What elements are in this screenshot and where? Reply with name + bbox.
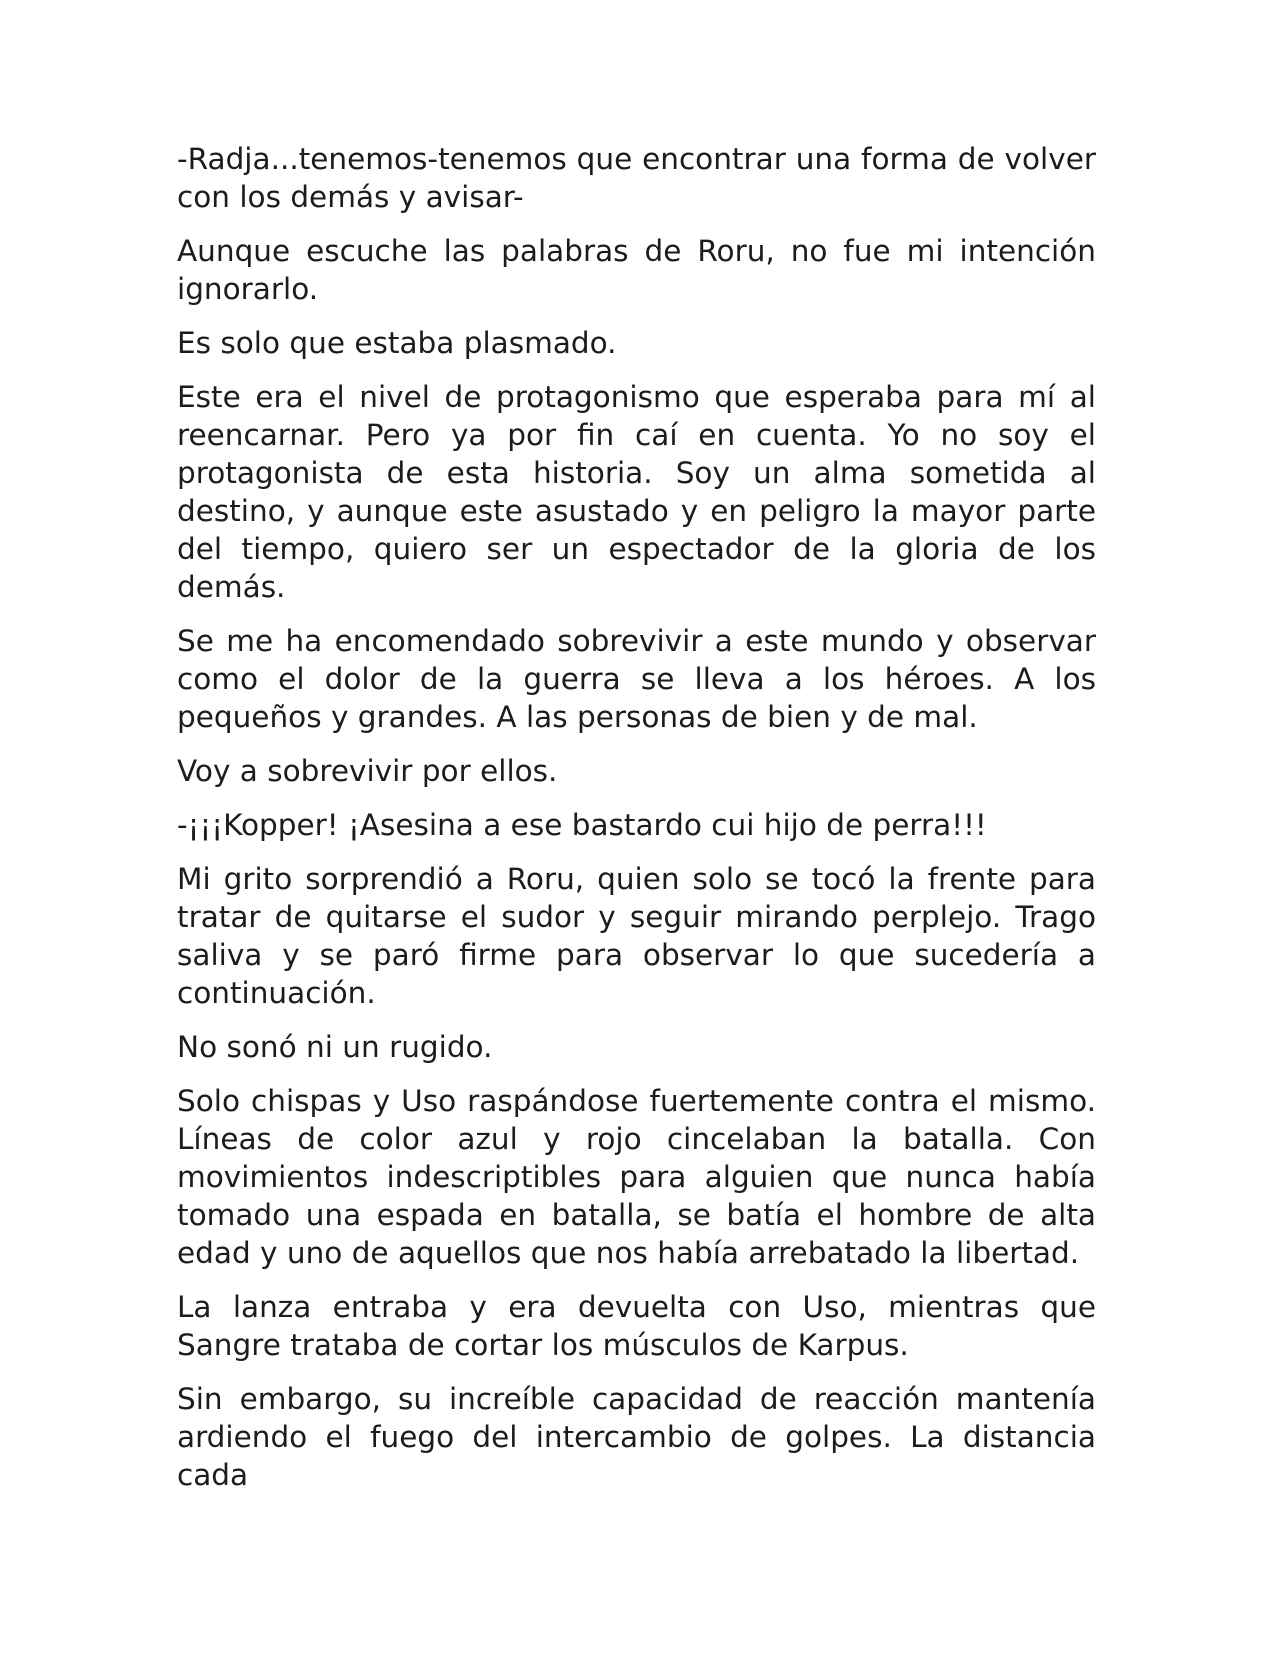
paragraph-9: No sonó ni un rugido. [177, 1030, 493, 1064]
paragraph-7: -¡¡¡Kopper! ¡Asesina a ese bastardo cui hijo de perra!!! [177, 808, 987, 842]
paragraph-4: Este era el nivel de protagonismo que esperaba para mí al reencarnar. Pero ya por fin caí en cuenta. Yo no soy el protagonista de esta historia. Soy un alma sometida al destino, y aunque este asustado y en peligro la mayor parte del tiempo, quiero ser un espectador de la gloria de los demás. [177, 380, 1096, 604]
paragraph-3: Es solo que estaba plasmado. [177, 326, 617, 360]
paragraph-5: Se me ha encomendado sobrevivir a este mundo y observar como el dolor de la guerra se lleva a los héroes. A los pequeños y grandes. A las personas de bien y de mal. [177, 624, 1096, 734]
paragraph-10: Solo chispas y Uso raspándose fuertemente contra el mismo. Líneas de color azul y rojo cincelaban la batalla. Con movimientos indescriptibles para alguien que nunca había tomado una espada en batalla, se batía el hombre de alta edad y uno de aquellos que nos había arrebatado la libertad. [177, 1084, 1096, 1270]
paragraph-6: Voy a sobrevivir por ellos. [177, 754, 558, 788]
document-page [177, 140, 1096, 1510]
paragraph-8: Mi grito sorprendió a Roru, quien solo se tocó la frente para tratar de quitarse el sudor y seguir mirando perplejo. Trago saliva y se paró firme para observar lo que sucedería a continuación. [177, 862, 1096, 1010]
paragraph-12: Sin embargo, su increíble capacidad de reacción mantenía ardiendo el fuego del intercambio de golpes. La distancia cada [177, 1382, 1096, 1492]
paragraph-1: -Radja...tenemos-tenemos que encontrar una forma de volver con los demás y avisar- [177, 142, 1096, 214]
paragraph-2: Aunque escuche las palabras de Roru, no fue mi intención ignorarlo. [177, 234, 1096, 306]
paragraph-11: La lanza entraba y era devuelta con Uso, mientras que Sangre trataba de cortar los músculos de Karpus. [177, 1290, 1096, 1362]
